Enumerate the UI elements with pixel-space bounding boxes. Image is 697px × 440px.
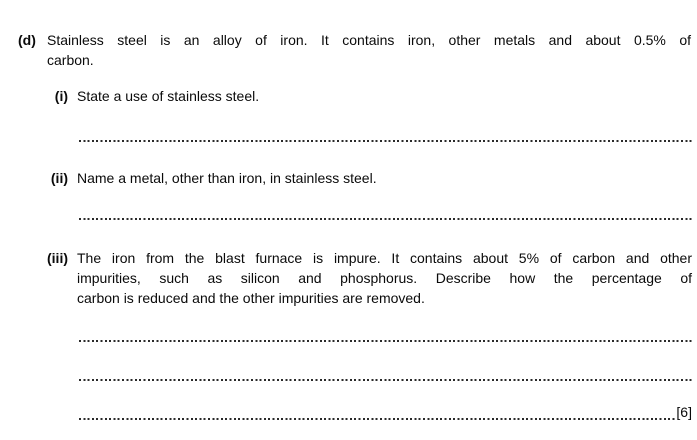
part-i-text: State a use of stainless steel. (77, 88, 260, 104)
question-d-marker: (d) (18, 32, 36, 48)
part-iii (42, 248, 692, 308)
part-iii-line: impurities, such as silicon and phosphorus. Describe how the percentage of (77, 270, 692, 286)
part-ii (42, 168, 692, 188)
dotted-answer-line (79, 418, 676, 421)
part-i-marker: (i) (54, 88, 68, 104)
part-iii-text (77, 248, 692, 308)
answer-line-row (79, 322, 692, 342)
answer-line-row (79, 361, 692, 381)
part-iii-line: The iron from the blast furnace is impure. It contains about 5% of carbon and other (77, 250, 692, 266)
question-d-text (47, 30, 691, 70)
answer-line-row (79, 200, 692, 220)
dotted-answer-line (79, 379, 692, 382)
question-d-line: Stainless steel is an alloy of iron. It contains iron, other metals and about 0.5% of (47, 32, 691, 48)
part-ii-text: Name a metal, other than iron, in stainless steel. (77, 170, 377, 186)
question-d (18, 30, 691, 70)
part-iii-marker: (iii) (47, 250, 68, 266)
answer-line-row (79, 122, 692, 142)
part-ii-marker: (ii) (50, 170, 68, 186)
part-i (42, 86, 692, 106)
dotted-answer-line (79, 218, 692, 221)
dotted-answer-line (79, 340, 692, 343)
question-d-line: carbon. (47, 52, 94, 68)
dotted-answer-line (79, 140, 692, 143)
part-iii-line: carbon is reduced and the other impurities are removed. (77, 290, 425, 306)
answer-line-row (79, 400, 692, 420)
marks-label: [6] (676, 404, 692, 420)
